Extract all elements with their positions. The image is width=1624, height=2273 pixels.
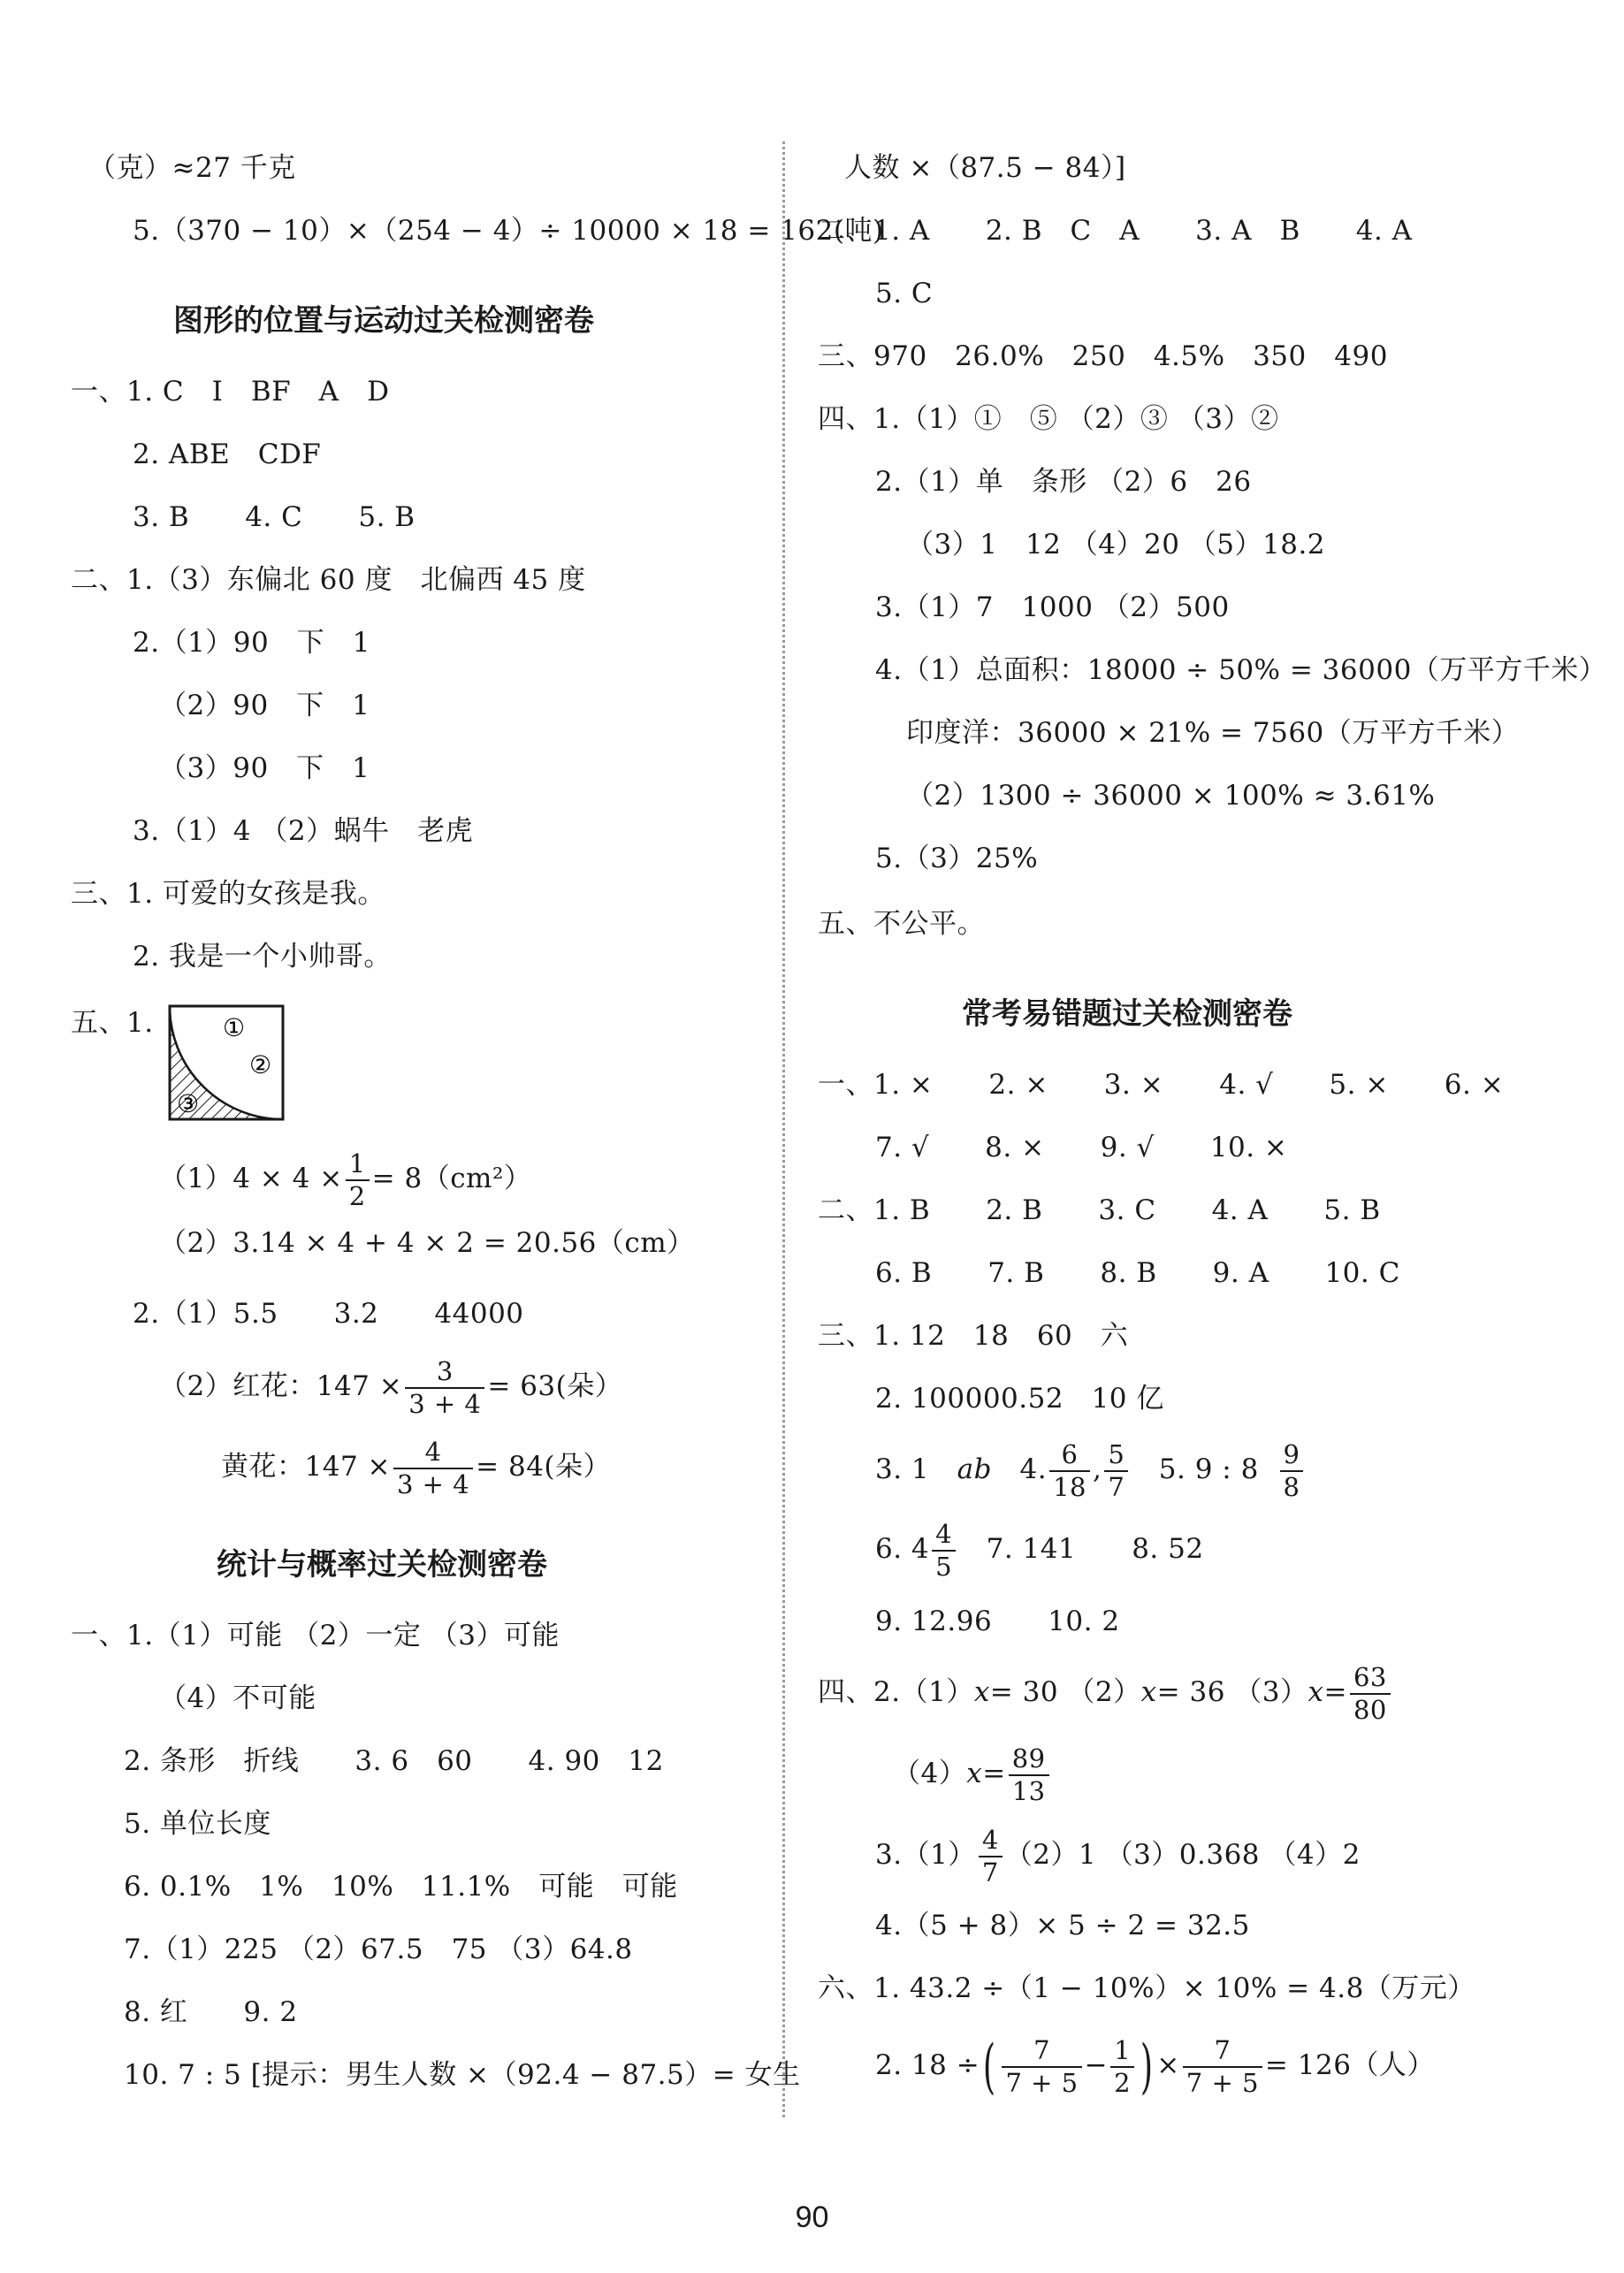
answer-line: 2. ABE CDF	[133, 439, 322, 470]
fraction	[1183, 2034, 1262, 2098]
fraction-denominator: 5	[935, 1551, 953, 1582]
fraction-numerator: 6	[1049, 1442, 1090, 1472]
fraction-numerator: 63	[1350, 1665, 1391, 1695]
fraction-denominator: 3 + 4	[397, 1468, 470, 1499]
answer-line	[875, 1518, 1204, 1580]
answer-line: 5.（3）25%	[875, 843, 1039, 874]
fraction-numerator: 3	[405, 1359, 484, 1389]
fraction-numerator: 4	[393, 1439, 473, 1469]
fraction	[393, 1436, 473, 1499]
answer-line	[818, 1659, 1393, 1725]
right-column	[804, 0, 1624, 2140]
answer-line: 4.（1）总面积：18000 ÷ 50% = 36000（万平方千米）	[875, 654, 1607, 686]
text-segment: −	[1084, 2049, 1109, 2081]
answer-line	[159, 1355, 622, 1417]
text-segment: （4）	[893, 1758, 967, 1789]
fraction-numerator: 7	[1002, 2038, 1081, 2068]
answer-line: 6. 0.1% 1% 10% 11.1% 可能 可能	[124, 1871, 678, 1903]
text-segment: （2）红花：147 ×	[159, 1370, 403, 1402]
text-segment: 4.	[991, 1453, 1048, 1485]
answer-line: 2. 条形 折线 3. 6 60 4. 90 12	[124, 1745, 664, 1777]
fraction-denominator: 2	[1114, 2067, 1132, 2098]
answer-line: （2）90 下 1	[159, 690, 370, 721]
fraction-denominator: 8	[1283, 1471, 1300, 1502]
answer-line: 6. B 7. B 8. B 9. A 10. C	[875, 1257, 1400, 1289]
answer-line: 2.（1）90 下 1	[133, 627, 370, 659]
answer-line: 一、1. C I BF A D	[71, 376, 390, 408]
answer-line: 二、1.（3）东偏北 60 度 北偏西 45 度	[71, 564, 586, 596]
answer-line: 人数 ×（87.5 − 84）]	[844, 152, 1126, 184]
answer-line: 5. 单位长度	[124, 1808, 271, 1840]
fraction-numerator: 9	[1280, 1442, 1304, 1472]
answer-line: 10. 7 : 5 [提示：男生人数 ×（92.4 − 87.5）= 女生	[124, 2059, 801, 2091]
answer-line: （3）90 下 1	[159, 752, 370, 784]
text-segment: = 36 （3）	[1156, 1676, 1308, 1708]
text-segment: 5. 9 : 8	[1131, 1453, 1259, 1485]
region-label: ③	[177, 1089, 200, 1118]
text-segment: = 63(朵）	[487, 1370, 623, 1402]
answer-line: 8. 红 9. 2	[124, 1996, 298, 2028]
fraction-denominator: 7	[1108, 1471, 1125, 1502]
text-segment: )	[1140, 2032, 1154, 2101]
answer-line: 2.（1）单 条形 （2）6 26	[875, 466, 1252, 498]
text-segment: （1）4 × 4 ×	[159, 1163, 343, 1194]
text-segment: 7. 141 8. 52	[958, 1533, 1204, 1565]
answer-line: 7.（1）225 （2）67.5 75 （3）64.8	[124, 1934, 633, 1965]
text-segment: （2）1 （3）0.368 （4）2	[1004, 1839, 1361, 1871]
text-segment: 3.（1）	[875, 1839, 976, 1871]
answer-line: 2.（1）5.5 3.2 44000	[133, 1298, 524, 1330]
answer-line: 六、1. 43.2 ÷（1 − 10%）× 10% = 4.8（万元）	[818, 1972, 1475, 2004]
fraction-numerator: 7	[1183, 2038, 1262, 2068]
text-segment: 6. 4	[875, 1533, 930, 1565]
fraction-numerator: 1	[346, 1151, 370, 1181]
answer-line	[893, 1741, 1052, 1806]
text-segment: ab	[957, 1453, 992, 1485]
fraction	[932, 1518, 956, 1582]
text-segment: ,	[1092, 1453, 1102, 1485]
answer-line: 印度洋：36000 × 21% = 7560（万平方千米）	[906, 717, 1520, 749]
fraction-numerator: 1	[1110, 2038, 1134, 2068]
answer-line: 5. C	[875, 278, 934, 309]
fraction-denominator: 3 + 4	[408, 1388, 482, 1419]
answer-line: 3.（1）4 （2）蜗牛 老虎	[133, 815, 474, 847]
answer-line: 三、1. 可爱的女孩是我。	[71, 878, 385, 910]
answer-line: （2）1300 ÷ 36000 × 100% ≈ 3.61%	[906, 780, 1436, 812]
fraction	[979, 1824, 1003, 1888]
answer-line	[875, 1822, 1361, 1888]
text-segment: x	[1140, 1676, 1157, 1708]
answer-line	[159, 1149, 531, 1209]
answer-line: 二、1. A 2. B C A 3. A B 4. A	[818, 215, 1413, 247]
answer-line: （3）1 12 （4）20 （5）18.2	[906, 529, 1326, 561]
answer-line: 五、不公平。	[818, 908, 985, 940]
text-segment: x	[1308, 1676, 1324, 1708]
answer-line: 一、1.（1）可能 （2）一定 （3）可能	[71, 1620, 560, 1651]
fraction-numerator: 89	[1009, 1746, 1049, 1776]
fraction-numerator: 4	[932, 1522, 956, 1552]
fraction	[1110, 2034, 1134, 2098]
answer-line: 7. √ 8. × 9. √ 10. ×	[875, 1132, 1288, 1163]
text-segment: = 30 （2）	[989, 1676, 1141, 1708]
answer-line: 2. 我是一个小帅哥。	[133, 941, 392, 973]
answer-line: 三、1. 12 18 60 六	[818, 1320, 1129, 1352]
text-segment: = 8（cm²）	[371, 1163, 532, 1194]
text-segment: x	[973, 1676, 990, 1708]
fraction-denominator: 18	[1053, 1471, 1086, 1502]
text-segment: 3. 1	[875, 1453, 957, 1485]
fraction-numerator: 4	[979, 1827, 1003, 1857]
fraction	[1104, 1438, 1128, 1502]
region-label: ①	[223, 1013, 246, 1042]
fraction-numerator: 5	[1104, 1442, 1128, 1472]
answer-line: 三、970 26.0% 250 4.5% 350 490	[818, 340, 1388, 372]
section-title: 图形的位置与运动过关检测密卷	[173, 303, 594, 339]
answer-line: 5.（370 − 10）×（254 − 4）÷ 10000 × 18 = 162(吨)	[133, 215, 884, 247]
section-title: 统计与概率过关检测密卷	[217, 1547, 547, 1583]
answer-line: （4）不可能	[159, 1682, 316, 1714]
fraction-denominator: 2	[348, 1180, 366, 1211]
answer-line	[875, 2030, 1435, 2101]
answer-line: 二、1. B 2. B 3. C 4. A 5. B	[818, 1194, 1381, 1226]
fraction	[1002, 2034, 1081, 2098]
fraction	[1280, 1438, 1304, 1502]
column-divider	[782, 141, 785, 2117]
answer-line: （克）≈27 千克	[88, 152, 296, 184]
answer-line: 一、1. × 2. × 3. × 4. √ 5. × 6. ×	[818, 1069, 1505, 1101]
answer-line: 2. 100000.52 10 亿	[875, 1383, 1164, 1415]
answer-line: 四、1.（1）① ⑤ （2）③ （3）②	[818, 403, 1279, 435]
answer-line: 五、1.	[71, 1007, 154, 1039]
fraction-denominator: 13	[1011, 1775, 1046, 1806]
text-segment: x	[966, 1758, 983, 1789]
fraction	[1009, 1743, 1049, 1806]
text-segment: =	[1323, 1676, 1347, 1708]
hatched-square-figure	[168, 1004, 285, 1121]
text-segment: 四、2.（1）	[818, 1676, 974, 1708]
text-segment: ×	[1156, 2049, 1180, 2081]
fraction-denominator: 7 + 5	[1005, 2067, 1079, 2098]
text-segment: 黄花：147 ×	[221, 1451, 391, 1483]
answer-line: 4.（5 + 8）× 5 ÷ 2 = 32.5	[875, 1910, 1250, 1941]
page-number: 90	[795, 2201, 829, 2234]
text-segment: = 84(朵）	[476, 1451, 612, 1483]
answer-line: 9. 12.96 10. 2	[875, 1606, 1120, 1637]
answer-line: 3. B 4. C 5. B	[133, 501, 416, 533]
fraction	[405, 1355, 484, 1419]
fraction	[1350, 1661, 1391, 1725]
text-segment: 2. 18 ÷	[875, 2049, 980, 2081]
fraction-denominator: 7 + 5	[1186, 2067, 1259, 2098]
text-segment: =	[982, 1758, 1006, 1789]
text-segment: (	[983, 2032, 996, 2101]
fraction	[1049, 1438, 1090, 1502]
answer-line	[875, 1438, 1306, 1500]
fraction-denominator: 80	[1353, 1694, 1387, 1725]
answer-line: （2）3.14 × 4 + 4 × 2 = 20.56（cm）	[159, 1227, 695, 1259]
fraction-denominator: 7	[981, 1857, 999, 1888]
section-title: 常考易错题过关检测密卷	[962, 996, 1292, 1032]
answer-line: 3.（1）7 1000 （2）500	[875, 591, 1230, 623]
region-label: ②	[249, 1050, 272, 1079]
text-segment: = 126（人）	[1264, 2049, 1435, 2081]
fraction	[346, 1148, 370, 1211]
answer-line	[221, 1436, 611, 1498]
